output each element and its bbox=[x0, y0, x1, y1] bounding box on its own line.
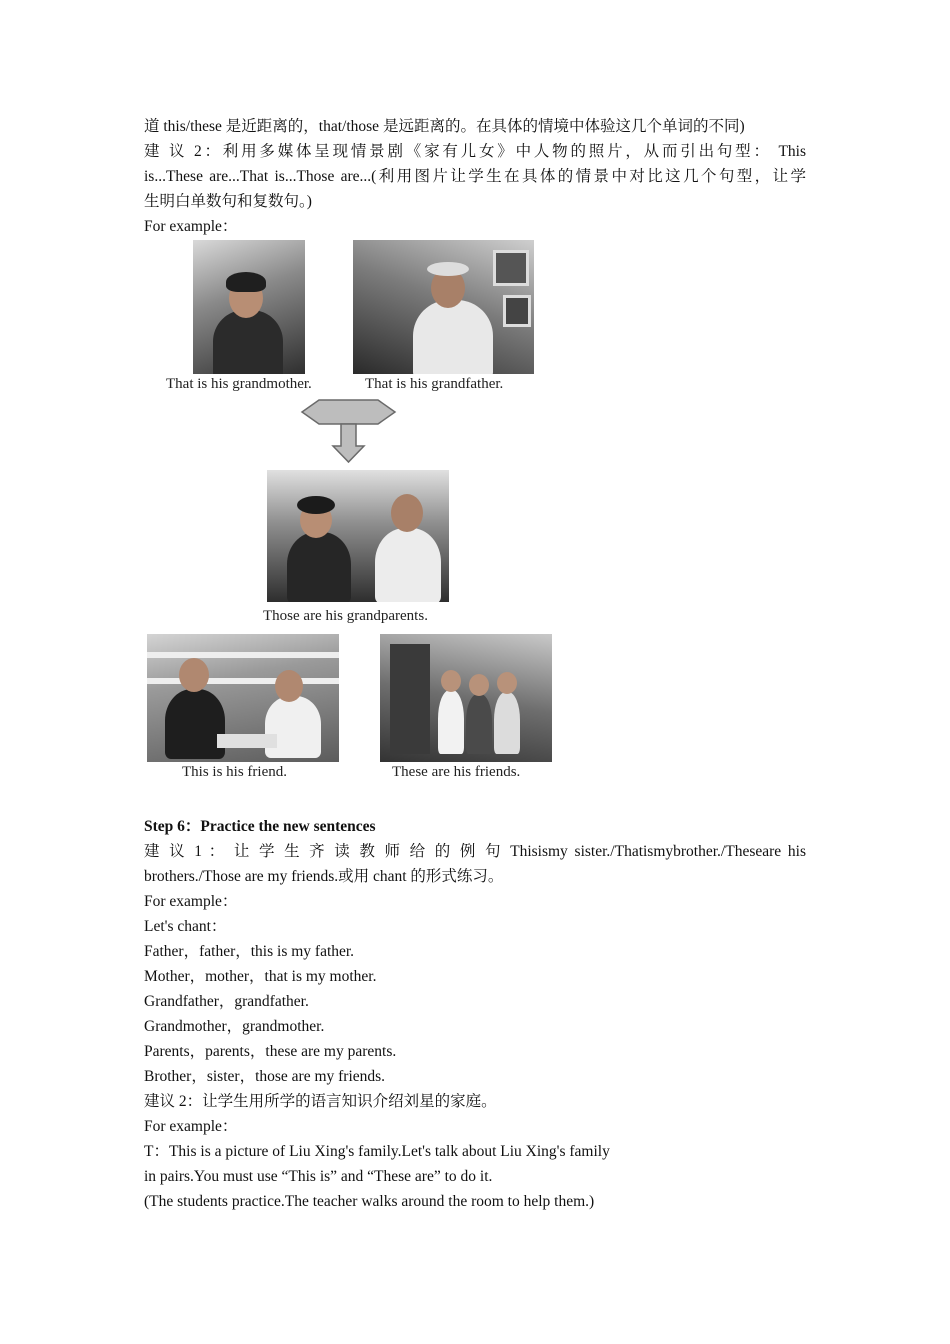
friends-photo bbox=[380, 634, 552, 762]
for-example-label-3: For example： bbox=[144, 1118, 238, 1135]
practice-note: (The students practice.The teacher walks around the room to help them.) bbox=[144, 1193, 595, 1210]
caption-grandparents: Those are his grandparents. bbox=[263, 608, 428, 624]
friend-photo bbox=[147, 634, 339, 762]
caption-friend: This is his friend. bbox=[182, 764, 287, 780]
for-example-label-2: For example： bbox=[144, 893, 238, 910]
caption-grandfather: That is his grandfather. bbox=[365, 376, 504, 392]
grandmother-photo bbox=[193, 240, 305, 374]
grandparents-photo bbox=[267, 470, 449, 602]
step6-suggestion-2: 建议 2：让学生用所学的语言知识介绍刘星的家庭。 bbox=[144, 1093, 497, 1110]
chant-title: Let's chant： bbox=[144, 918, 227, 935]
step-6-heading: Step 6：Practice the new sentences bbox=[144, 818, 376, 835]
chant-line: Grandfather，grandfather. bbox=[144, 993, 309, 1010]
chant-line: Mother，mother，that is my mother. bbox=[144, 968, 377, 985]
teacher-line-1: T：This is a picture of Liu Xing's family.Let's talk about Liu Xing's family bbox=[144, 1143, 610, 1160]
step6-suggestion-1-line-2: brothers./Those are my friends.或用 chant 的形式练习。 bbox=[144, 868, 504, 885]
caption-grandmother: That is his grandmother. bbox=[166, 376, 312, 392]
paragraph-intro-end: 道 this/these 是近距离的，that/those 是远距离的。在具体的情境中体验这几个单词的不同) bbox=[144, 118, 745, 135]
teacher-line-2: in pairs.You must use “This is” and “These are” to do it. bbox=[144, 1168, 493, 1185]
family-figure bbox=[144, 236, 564, 786]
chant-line: Grandmother，grandmother. bbox=[144, 1018, 325, 1035]
chant-line: Father，father，this is my father. bbox=[144, 943, 355, 960]
suggestion-2-line-2: is...These are...That is...Those are...(利用图片让学生在具体的情景中对比这几个句型，让学 bbox=[144, 168, 806, 185]
for-example-label: For example： bbox=[144, 218, 238, 235]
chant-line: Brother，sister，those are my friends. bbox=[144, 1068, 386, 1085]
suggestion-2-line-3: 生明白单数句和复数句。) bbox=[144, 193, 312, 210]
suggestion-2-line-1: 建 议 2：利用多媒体呈现情景剧《家有儿女》中人物的照片，从而引出句型： This bbox=[144, 143, 806, 160]
caption-friends: These are his friends. bbox=[392, 764, 521, 780]
down-arrow-icon bbox=[294, 398, 404, 464]
chant-line: Parents，parents，these are my parents. bbox=[144, 1043, 397, 1060]
step6-suggestion-1-line-1: 建 议 1 ： 让 学 生 齐 读 教 师 给 的 例 句 Thisismy sister./Thatismybrother./Theseare his bbox=[144, 843, 806, 860]
grandfather-photo bbox=[353, 240, 534, 374]
